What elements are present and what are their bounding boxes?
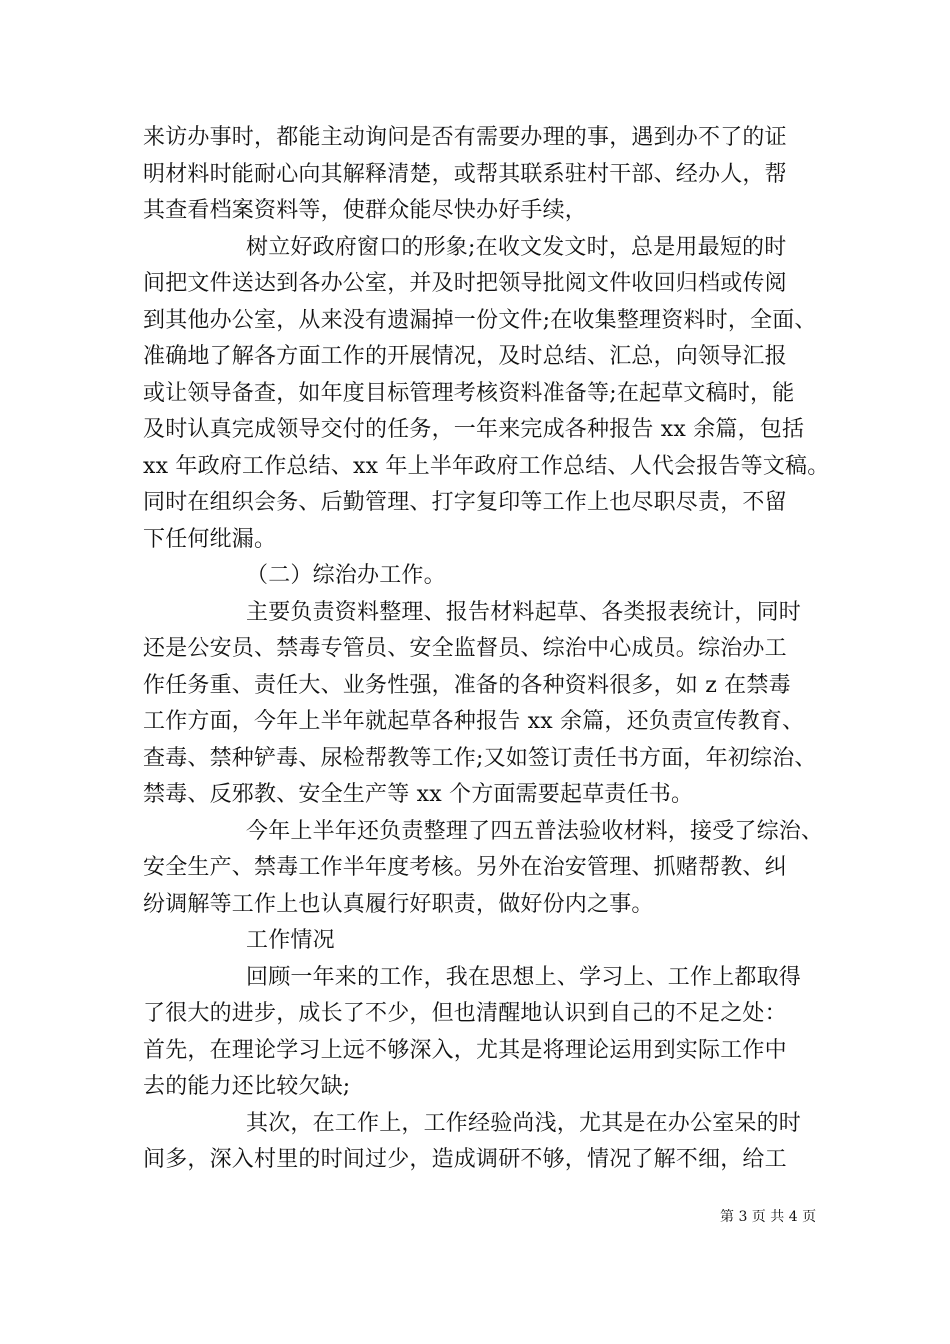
- text-line: 间多，深入村里的时间过少，造成调研不够，情况了解不细，给工: [143, 1147, 787, 1172]
- text-line: 还是公安员、禁毒专管员、安全监督员、综治中心成员。综治办工: [143, 636, 787, 661]
- text-line: 间把文件送达到各办公室，并及时把领导批阅文件收回归档或传阅: [143, 271, 787, 296]
- text-line: 纷调解等工作上也认真履行好职责，做好份内之事。: [143, 891, 654, 917]
- text-line: 今年上半年还负责整理了四五普法验收材料，接受了综治、: [246, 818, 824, 844]
- body-text: [143, 120, 830, 1179]
- text-line: 到其他办公室，从来没有遗漏掉一份文件;在收集整理资料时，全面、: [143, 307, 817, 333]
- text-line: 其查看档案资料等，使群众能尽快办好手续，: [143, 198, 588, 223]
- text-line: 主要负责资料整理、报告材料起草、各类报表统计，同时: [246, 599, 802, 625]
- text-line: 查毒、禁种铲毒、尿检帮教等工作;又如签订责任书方面，年初综治、: [143, 745, 817, 771]
- text-line: 工作情况: [246, 928, 335, 953]
- text-line: 或让领导备查，如年度目标管理考核资料准备等;在起草文稿时，能: [143, 380, 795, 406]
- text-line: 工作方面，今年上半年就起草各种报告 xx 余篇，还负责宣传教育、: [143, 709, 805, 734]
- text-line: 准确地了解各方面工作的开展情况，及时总结、汇总，向领导汇报: [143, 344, 787, 369]
- page-number-footer: 第 3 页 共 4 页: [720, 1209, 817, 1225]
- text-line: 明材料时能耐心向其解释清楚，或帮其联系驻村干部、经办人，帮: [143, 161, 787, 187]
- text-line: 其次，在工作上，工作经验尚浅，尤其是在办公室呆的时: [246, 1110, 802, 1136]
- text-line: 及时认真完成领导交付的任务，一年来完成各种报告 xx 余篇，包括: [143, 417, 805, 442]
- text-line: 树立好政府窗口的形象;在收文发文时，总是用最短的时: [246, 234, 787, 260]
- text-line: 作任务重、责任大、业务性强，准备的各种资料很多，如 z 在禁毒: [143, 672, 791, 698]
- text-line: 首先，在理论学习上远不够深入，尤其是将理论运用到实际工作中: [143, 1037, 787, 1063]
- text-line: 来访办事时，都能主动询问是否有需要办理的事，遇到办不了的证: [143, 125, 787, 150]
- text-line: 了很大的进步，成长了不少，但也清醒地认识到自己的不足之处：: [143, 1001, 787, 1026]
- text-line: xx 年政府工作总结、xx 年上半年政府工作总结、人代会报告等文稿。: [143, 453, 830, 479]
- text-line: （二）综治办工作。: [246, 563, 446, 588]
- text-line: 回顾一年来的工作，我在思想上、学习上、工作上都取得: [246, 964, 802, 990]
- text-line: 安全生产、禁毒工作半年度考核。另外在治安管理、抓赌帮教、纠: [143, 855, 787, 880]
- text-line: 去的能力还比较欠缺;: [143, 1074, 351, 1099]
- text-line: 禁毒、反邪教、安全生产等 xx 个方面需要起草责任书。: [143, 782, 694, 807]
- text-line: 同时在组织会务、后勤管理、打字复印等工作上也尽职尽责，不留: [143, 490, 787, 515]
- text-line: 下任何纰漏。: [143, 526, 277, 552]
